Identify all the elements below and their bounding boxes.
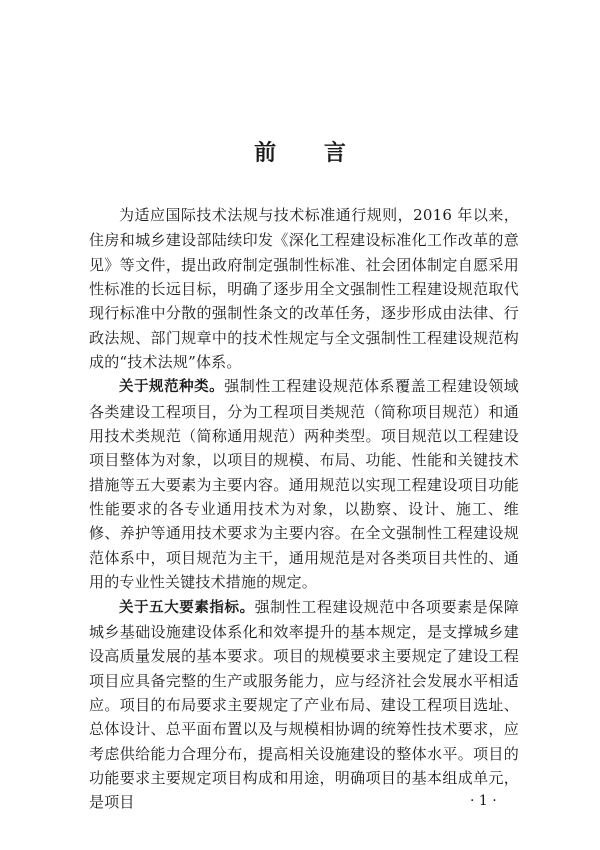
- paragraph-text: 为适应国际技术法规与技术标准通行规则，2016 年以来，住房和城乡建设部陆续印发《深化工程建设标准化工作改革的意见》等文件，提出政府制定强制性标准、社会团体制定自愿采用性标准的长远目标，明确了逐步用全文强制性工程建设规范取代现行标准中分散的强制性条文的改革任务，逐步形成由法律、行政法规、部门规章中的技术性规定与全文强制性工程建设规范构成的“技术法规”体系。: [89, 206, 519, 372]
- paragraph-spec-types: [89, 374, 519, 594]
- page-title: 前 言: [254, 141, 366, 166]
- paragraph-lead: 关于规范种类。: [119, 379, 225, 396]
- paragraph-five-elements: [89, 595, 519, 815]
- paragraph-text: 强制性工程建设规范体系覆盖工程建设领域各类建设工程项目，分为工程项目类规范（简称项目规范）和通用技术类规范（简称通用规范）两种类型。项目规范以工程建设项目整体为对象，以项目的规模、布局、功能、性能和关键技术措施等五大要素为主要内容。通用规范以实现工程建设项目功能性能要求的各专业通用技术为对象，以勘察、设计、施工、维修、养护等通用技术要求为主要内容。在全文强制性工程建设规范体系中，项目规范为主干，通用规范是对各类项目共性的、通用的专业性关键技术措施的规定。: [89, 377, 519, 592]
- paragraph-text: 强制性工程建设规范中各项要素是保障城乡基础设施建设体系化和效率提升的基本规定，是支撑城乡建设高质量发展的基本要求。项目的规模要求主要规定了建设工程项目应具备完整的生产或服务能力，应与经济社会发展水平相适应。项目的布局要求主要规定了产业布局、建设工程项目选址、总体设计、总平面布置以及与规模相协调的统筹性技术要求，应考虑供给能力合理分布，提高相关设施建设的整体水平。项目的功能要求主要规定项目构成和用途，明确项目的基本组成单元，是项目: [89, 597, 519, 812]
- paragraph-lead: 关于五大要素指标。: [119, 599, 255, 616]
- body-text: [89, 203, 519, 815]
- page-number: · 1 ·: [470, 793, 497, 809]
- paragraph-intro: [89, 203, 519, 374]
